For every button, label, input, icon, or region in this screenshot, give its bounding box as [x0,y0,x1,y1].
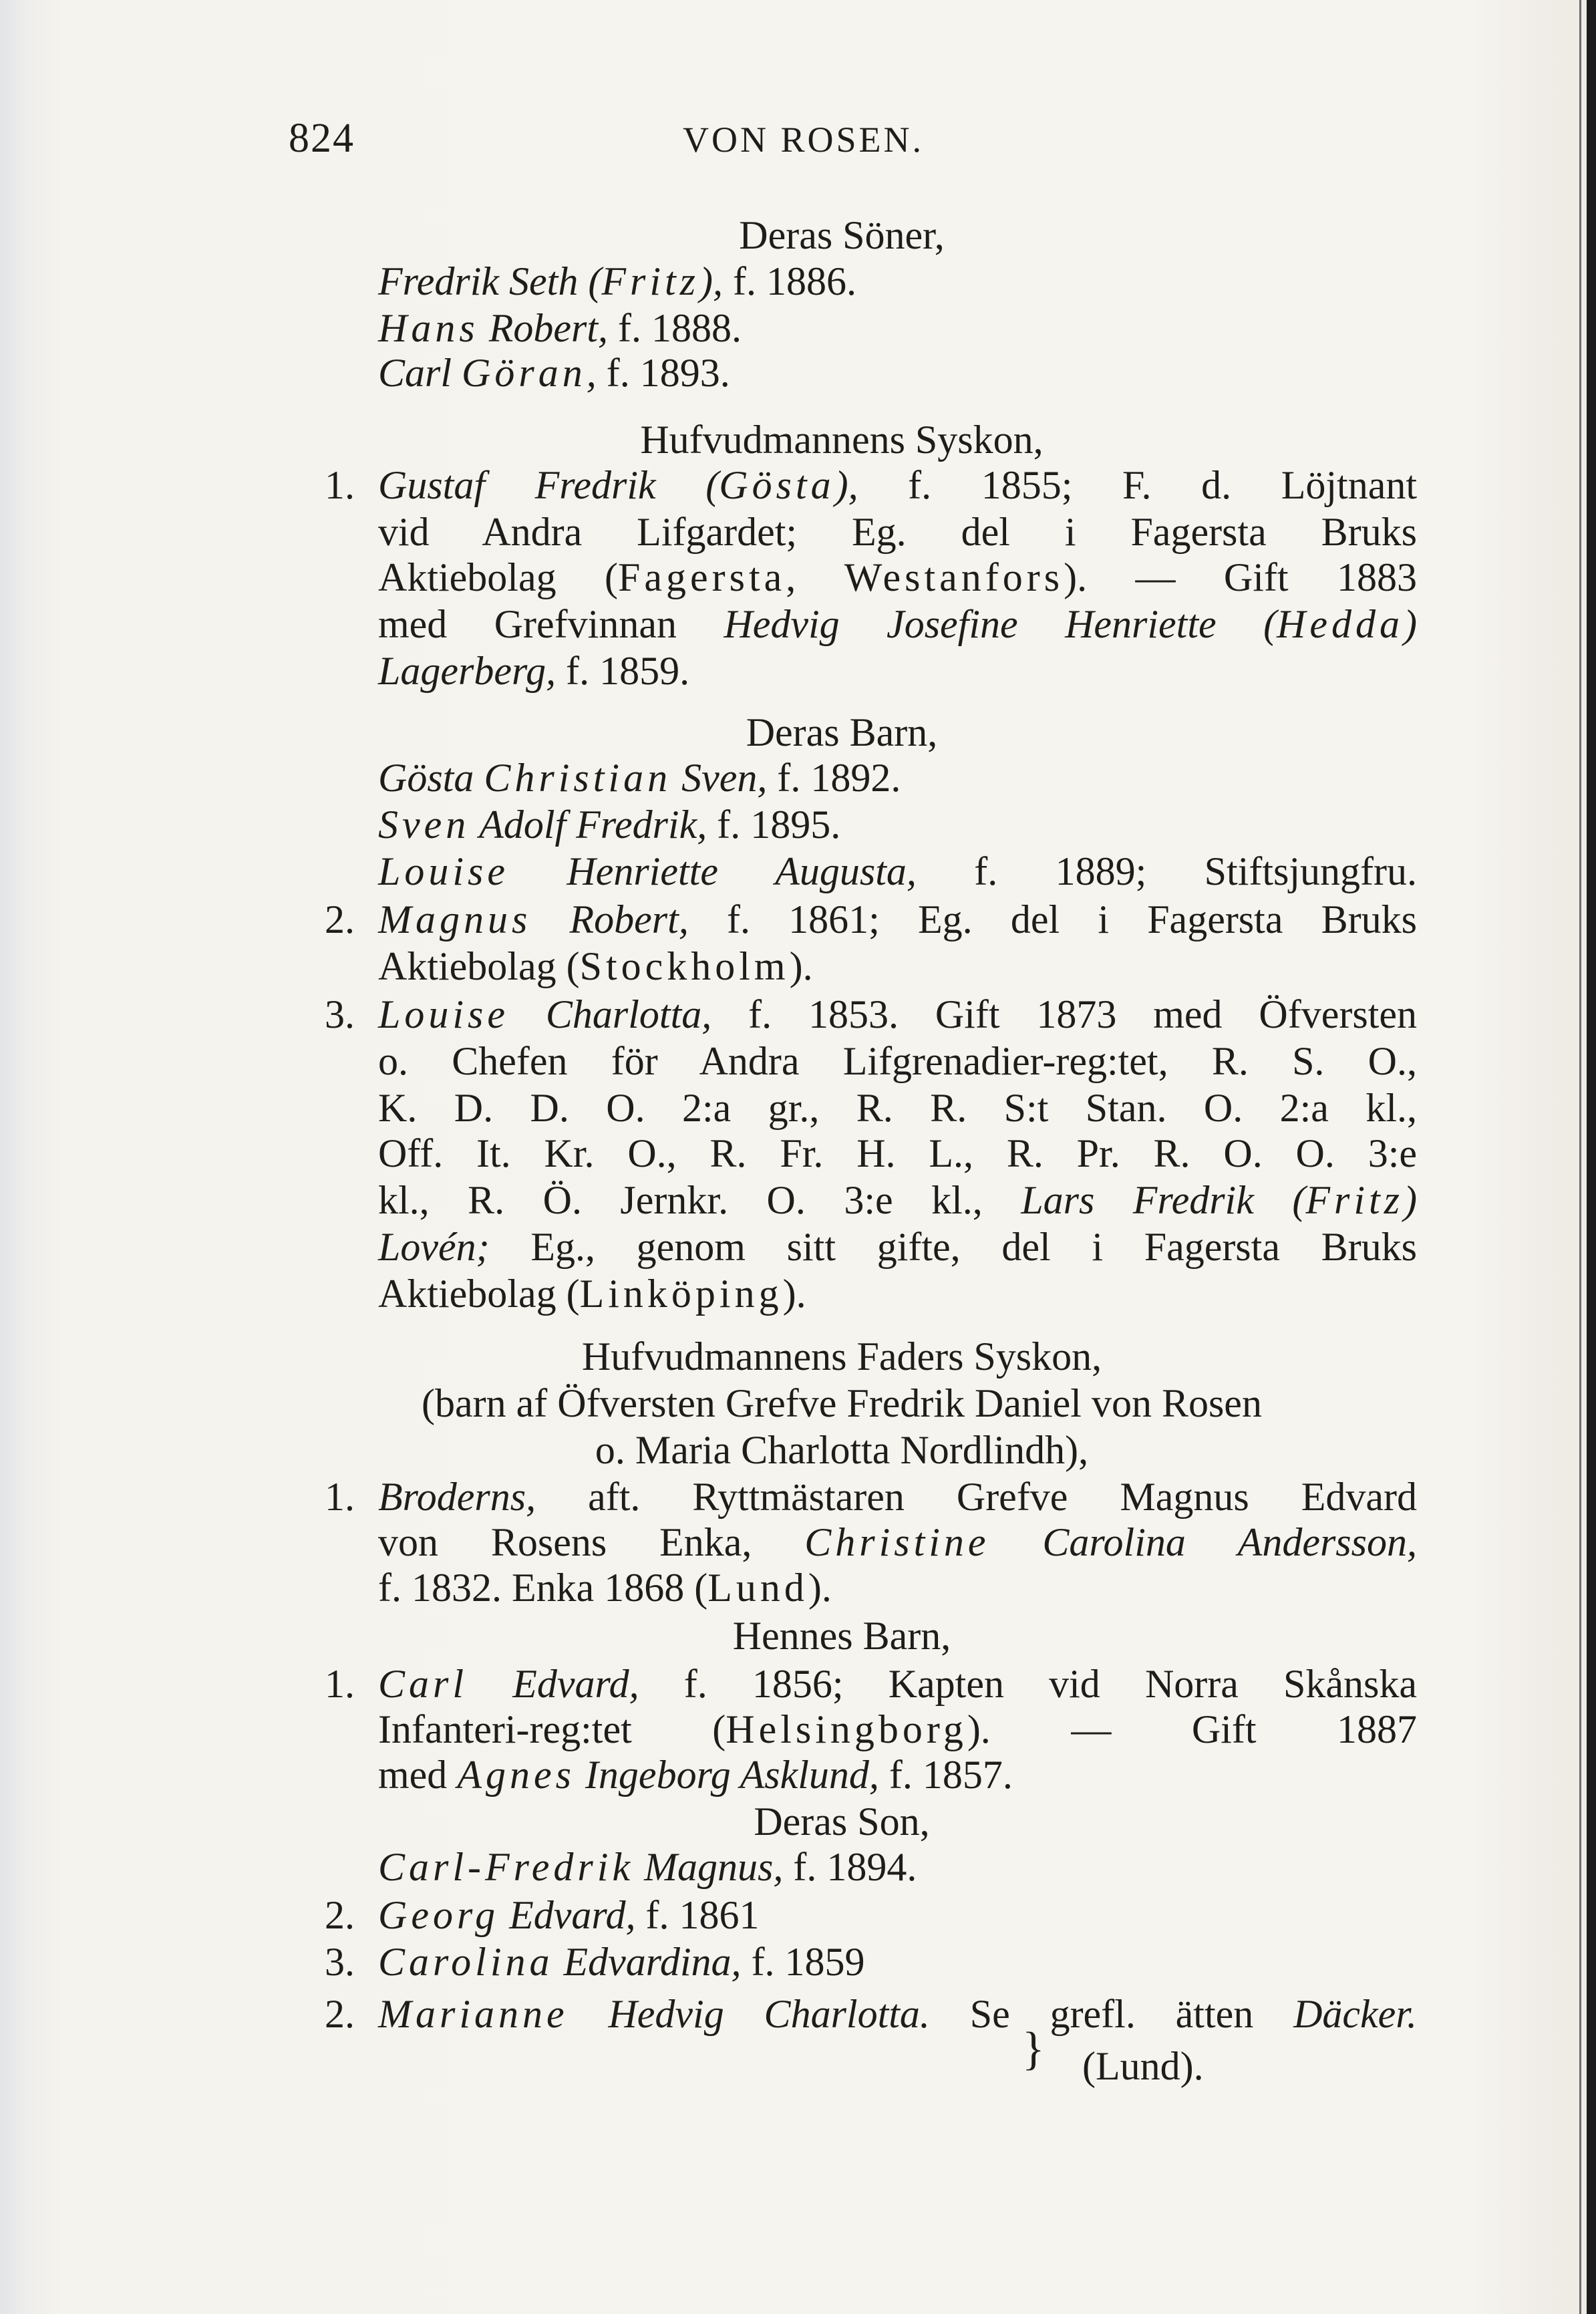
text-line [267,1379,1416,1427]
page-edge-shadow [1587,0,1596,2314]
text-segment: Carolina [378,1940,554,1984]
text-segment: med [378,1753,458,1797]
item-number: 3. [325,992,355,1036]
text-line [378,1751,1013,1799]
text-line [325,1891,760,1939]
item-number: 1. [325,1475,355,1519]
page-edge-line [1579,0,1581,2314]
text-segment: kl., R. Ö. Jernkr. O. 3:e kl., [378,1178,1021,1222]
text-segment: Lund [707,1566,808,1610]
text-line [267,708,1416,756]
text-line [378,508,1417,556]
text-segment: Magnus, [634,1845,784,1889]
text-segment: Lovén; [378,1225,490,1269]
text-segment: f. 1861; Eg. del i Fagersta Bruks [688,897,1417,942]
text-segment: Christian [484,756,672,800]
text-line [378,1129,1417,1177]
text-segment: vid Andra Lifgardet; Eg. del i Fagersta Bruks [378,510,1417,554]
text-segment: Deras Son, [754,1799,930,1844]
brace-mark: } [1022,2023,1045,2075]
text-segment: f. 1892. [767,756,901,800]
text-segment: Fredrik Seth ( [378,259,602,303]
text-segment: Lagerberg, [378,649,556,693]
text-line [325,461,1417,509]
text-segment: f. 1856; Kapten vid Norra Skånska [639,1662,1418,1706]
text-segment: Hennes Barn, [732,1614,951,1658]
text-segment: Stockholm [579,944,790,988]
text-segment: K. D. D. O. 2:a gr., R. R. S:t Stan. O. 2:a kl., [378,1086,1417,1130]
item-number: 2. [325,1893,355,1937]
text-segment: Helsingborg [726,1707,967,1751]
text-segment: med Grefvinnan [378,602,724,646]
text-segment: Edvardina, [553,1940,742,1984]
page-number: 824 [289,116,355,161]
text-segment: Edvard, [468,1662,639,1706]
text-segment: Hufvudmannens Faders Syskon, [581,1334,1102,1379]
text-segment: Fagersta [618,555,786,599]
text-segment: ), [834,463,858,507]
text-line [325,1473,1417,1521]
text-line [325,895,1417,944]
text-segment: f. 1893. [596,351,730,395]
text-segment: o. Chefen för Andra Lifgrenadier-reg:tet, R. S. O., [378,1039,1417,1083]
text-segment: Carolina Andersson, [989,1520,1417,1564]
text-segment: Aktiebolag ( [378,1272,580,1316]
text-segment: ). [782,1272,806,1316]
text-line [267,416,1416,464]
text-segment: Off. It. Kr. O., R. Fr. H. L., R. Pr. R. O. O. 3:e [378,1131,1417,1175]
text-segment: Broderns, [378,1475,536,1519]
item-number: 1. [325,1662,355,1706]
text-segment: , [586,351,597,395]
text-segment: ). [789,944,813,988]
text-segment: f. 1894. [783,1845,917,1889]
text-segment: Fritz [1305,1178,1404,1222]
item-number: 3. [325,1940,355,1984]
text-segment: ) [1404,1178,1418,1222]
text-segment: Carl-Fredrik [378,1845,635,1889]
text-segment: f. 1886. [723,259,857,303]
text-line [378,1176,1417,1224]
text-line [378,1223,1417,1271]
text-segment: , [786,555,844,599]
text-segment: Henriette Augusta, [509,849,917,893]
text-line [378,1843,917,1891]
text-line [325,1660,1418,1708]
text-line [378,754,901,802]
text-segment: Louise [378,992,510,1036]
text-segment: ), [699,259,724,303]
text-segment: f. 1857. [879,1753,1013,1797]
text-segment: ) [1404,602,1417,646]
text-line [378,349,730,397]
text-segment: Agnes [457,1753,575,1797]
text-line [267,211,1416,259]
text-segment: Magnus [378,897,532,942]
text-segment: Carl [378,351,462,395]
text-segment: Carl [378,1662,468,1706]
text-segment: Adolf Fredrik, [470,803,707,847]
text-segment: Hedvig Charlotta. [568,1992,930,2036]
text-segment: Louise [378,849,510,893]
text-line [378,1084,1417,1132]
text-segment: Gustaf Fredrik ( [378,463,720,507]
text-segment: f. 1889; Stiftsjungfru. [916,849,1417,893]
text-line [378,647,689,695]
text-segment: Westanfors [844,555,1064,599]
text-line [378,553,1417,601]
text-segment: f. 1855; F. d. Löjtnant [858,463,1417,507]
text-line [325,1990,1417,2038]
text-line [325,1938,865,1986]
text-segment: Marianne [378,1992,569,2036]
text-line [378,942,813,990]
running-head: VON ROSEN. [683,120,925,160]
text-segment: Sven, [671,756,768,800]
text-line [378,1705,1417,1753]
text-segment: ). — Gift 1887 [967,1707,1417,1751]
text-line [325,990,1417,1038]
text-segment: Infanteri-reg:tet ( [378,1707,726,1751]
text-segment: aft. Ryttmästaren Grefve Magnus Edvard [536,1475,1417,1519]
text-segment: f. 1832. Enka 1868 ( [378,1566,708,1610]
text-segment: Georg [378,1893,500,1937]
text-segment: f. 1895. [707,803,841,847]
text-segment: f. 1859. [556,649,690,693]
text-segment: ). — Gift 1883 [1064,555,1417,599]
text-segment: f. 1859 [741,1940,865,1984]
text-line [378,1518,1417,1566]
text-segment: Hedda [1277,602,1404,646]
text-line [378,847,1417,895]
text-line [267,1332,1416,1381]
text-segment: Ingeborg Asklund, [575,1753,879,1797]
text-segment: Hans [378,306,479,350]
item-number: 1. [325,463,355,507]
text-line [378,257,856,305]
text-segment: f. 1861 [635,1893,760,1937]
text-segment: Charlotta, [509,992,712,1036]
text-segment: ). [808,1566,832,1610]
text-segment: Gösta [719,463,835,507]
text-segment: Se grefl. ätten [929,1992,1294,2036]
text-segment: Lars Fredrik ( [1021,1178,1306,1222]
text-line [378,1270,806,1318]
text-line [378,1564,832,1612]
text-segment: Aktiebolag ( [378,555,618,599]
text-segment: Gösta [378,756,484,800]
text-segment: Christine [804,1520,990,1564]
text-segment: Sven [378,803,470,847]
text-segment: Linköping [579,1272,783,1316]
text-segment: Hedvig Josefine Henriette ( [724,602,1277,646]
text-segment: f. 1853. Gift 1873 med Öfversten [711,992,1417,1036]
text-segment: von Rosens Enka, [378,1520,805,1564]
text-segment: o. Maria Charlotta Nordlindh), [595,1428,1089,1472]
text-segment: f. 1888. [608,306,742,350]
text-line [378,304,742,352]
text-segment: Robert, [478,306,608,350]
text-segment: Deras Barn, [746,710,938,754]
text-line [267,1426,1416,1474]
text-segment: Deras Söner, [739,213,945,257]
item-number: 2. [325,1992,355,2036]
item-number: 2. [325,897,355,942]
text-segment: Däcker. [1293,1992,1417,2036]
text-line [378,1037,1417,1085]
text-line [378,600,1417,648]
text-line [267,1612,1416,1660]
text-segment: Fritz [601,259,700,303]
text-segment: Aktiebolag ( [378,944,580,988]
text-segment: (barn af Öfversten Grefve Fredrik Daniel von Rosen [422,1381,1262,1425]
text-segment: Edvard, [499,1893,636,1937]
text-segment: Eg., genom sitt gifte, del i Fagersta Bruks [489,1225,1417,1269]
text-segment: Hufvudmannens Syskon, [640,418,1044,462]
text-segment: Göran [462,351,587,395]
bracket-location: (Lund). [1082,2044,1204,2088]
text-line [267,1797,1416,1846]
text-line [378,801,840,849]
text-segment: Robert, [531,897,689,942]
